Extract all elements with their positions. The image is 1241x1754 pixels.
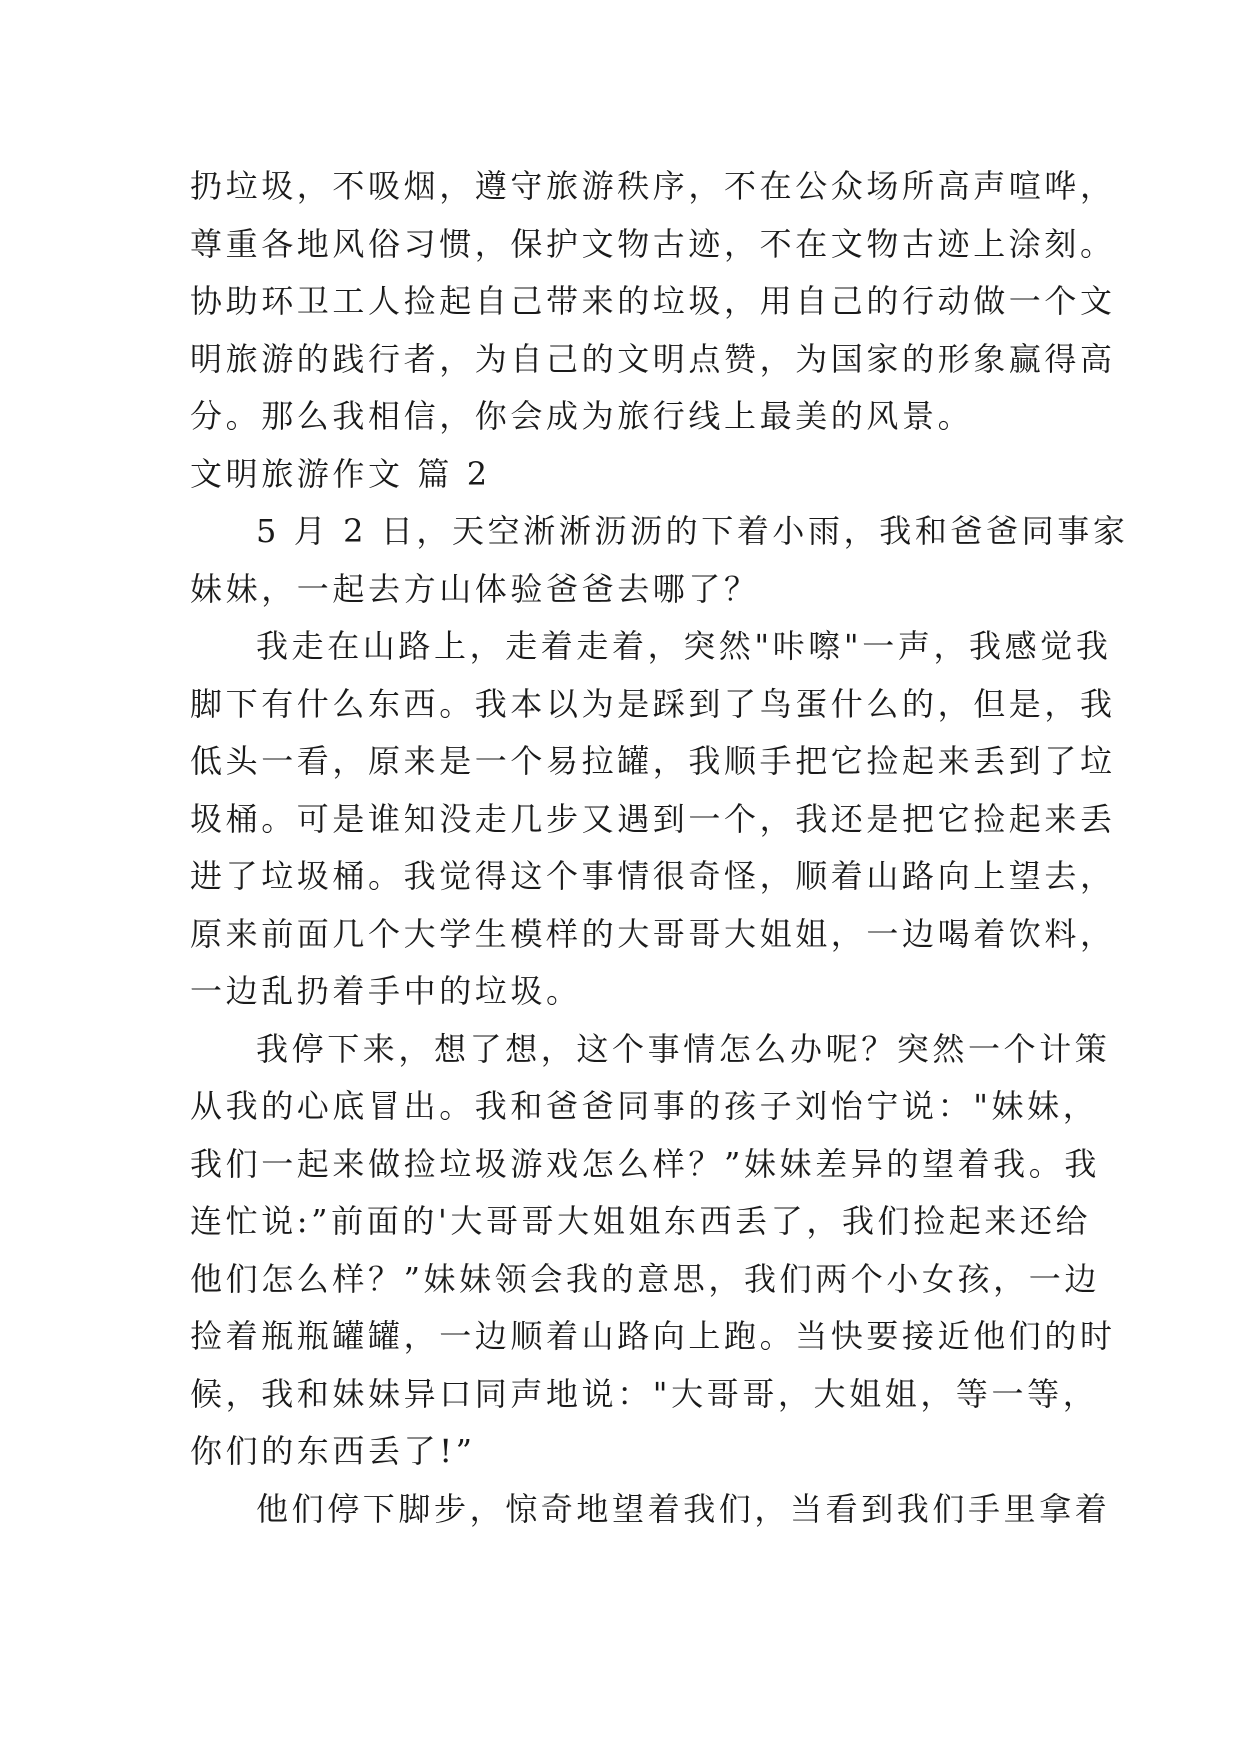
text-line: 连忙说:”前面的'大哥哥大姐姐东西丢了，我们捡起来还给 <box>190 1202 1092 1240</box>
paragraph-first-line: 5 月 2 日，天空淅淅沥沥的下着小雨，我和爸爸同事家 <box>256 512 1129 550</box>
text-line: 候，我和妹妹异口同声地说："大哥哥，大姐姐，等一等， <box>190 1374 1099 1413</box>
text-line: 脚下有什么东西。我本以为是踩到了鸟蛋什么的，但是，我 <box>190 684 1116 723</box>
text-line: 扔垃圾，不吸烟，遵守旅游秩序，不在公众场所高声喧哗， <box>190 167 1116 205</box>
section-heading: 文明旅游作文 篇 2 <box>190 454 491 493</box>
text-line: 低头一看，原来是一个易拉罐，我顺手把它捡起来丢到了垃 <box>190 742 1116 780</box>
text-line: 捡着瓶瓶罐罐，一边顺着山路向上跑。当快要接近他们的时 <box>190 1317 1116 1355</box>
paragraph-first-line: 我停下来，想了想，这个事情怎么办呢？突然一个计策 <box>256 1029 1111 1068</box>
text-line: 从我的心底冒出。我和爸爸同事的孩子刘怡宁说："妹妹， <box>190 1087 1099 1125</box>
text-line: 原来前面几个大学生模样的大哥哥大姐姐，一边喝着饮料， <box>190 914 1116 953</box>
text-line: 我们一起来做捡垃圾游戏怎么样？”妹妹差异的望着我。我 <box>190 1144 1100 1183</box>
text-line: 一边乱扔着手中的垃圾。 <box>190 972 582 1010</box>
text-line: 你们的东西丢了!” <box>190 1432 476 1470</box>
text-line: 协助环卫工人捡起自己带来的垃圾，用自己的行动做一个文 <box>190 282 1116 320</box>
text-line: 圾桶。可是谁知没走几步又遇到一个，我还是把它捡起来丢 <box>190 799 1116 838</box>
document-body <box>190 158 1129 1538</box>
text-line: 他们怎么样？”妹妹领会我的意思，我们两个小女孩，一边 <box>190 1259 1100 1298</box>
text-line: 明旅游的践行者，为自己的文明点赞，为国家的形象赢得高 <box>190 339 1116 378</box>
text-line: 进了垃圾桶。我觉得这个事情很奇怪，顺着山路向上望去， <box>190 857 1116 895</box>
paragraph-first-line: 他们停下脚步，惊奇地望着我们，当看到我们手里拿着 <box>256 1489 1111 1528</box>
text-line: 分。那么我相信，你会成为旅行线上最美的风景。 <box>190 397 974 435</box>
text-line: 尊重各地风俗习惯，保护文物古迹，不在文物古迹上涂刻。 <box>190 224 1116 263</box>
paragraph-first-line: 我走在山路上，走着走着，突然"咔嚓"一声，我感觉我 <box>256 627 1112 665</box>
text-line: 妹妹，一起去方山体验爸爸去哪了？ <box>190 569 760 608</box>
